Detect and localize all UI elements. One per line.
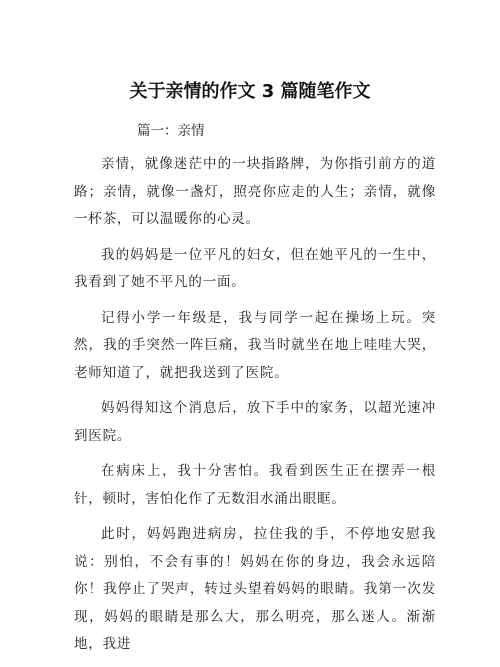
paragraph-1: 亲情，就像迷茫中的一块指路牌，为你指引前方的道路；亲情，就像一盏灯，照亮你应走的人生；亲情，就像一杯茶，可以温暖你的心灵。 — [74, 156, 436, 227]
document-title: 关于亲情的作文 3 篇随笔作文 — [129, 81, 371, 102]
paragraph-5: 在病床上，我十分害怕。我看到医生正在摆弄一根针，顿时，害怕化作了无数泪水涌出眼眶。 — [74, 463, 436, 507]
paragraph-2: 我的妈妈是一位平凡的妇女，但在她平凡的一生中，我看到了她不平凡的一面。 — [74, 246, 436, 290]
section-heading: 篇一：亲情 — [137, 123, 205, 139]
paragraph-6: 此时，妈妈跑进病房，拉住我的手，不停地安慰我说：别怕，不会有事的！妈妈在你的身边，我会永远陪你！我停止了哭声，转过头望着妈妈的眼睛。我第一次发现，妈妈的眼睛是那么大，那么明亮，那么迷人。渐渐地，我进 — [74, 526, 436, 652]
document-body — [74, 151, 436, 667]
paragraph-4: 妈妈得知这个消息后，放下手中的家务，以超光速冲到医院。 — [74, 400, 436, 444]
paragraph-3: 记得小学一年级是，我与同学一起在操场上玩。突然，我的手突然一阵巨痛，我当时就坐在地上哇哇大哭，老师知道了，就把我送到了医院。 — [74, 309, 436, 381]
